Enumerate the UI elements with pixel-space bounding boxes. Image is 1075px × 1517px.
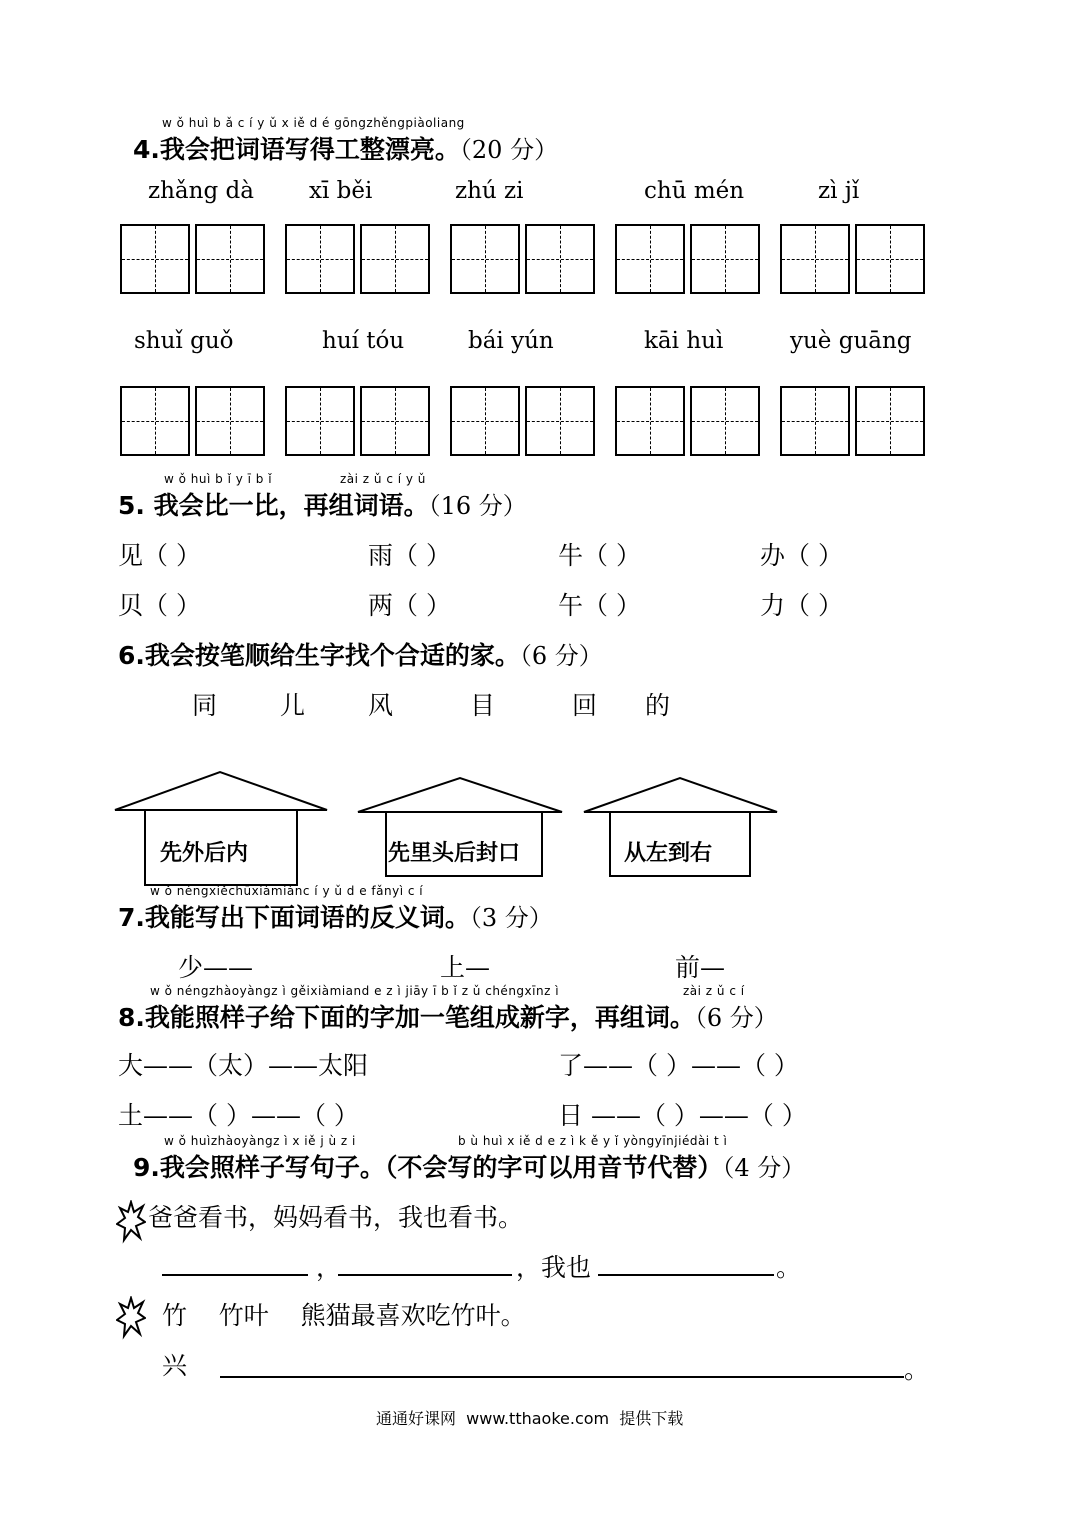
writing-grid-cell[interactable] [780,224,850,294]
q8-score: （6 分） [694,1004,778,1032]
burst-bullet-icon [116,1200,146,1244]
q9-score: （4 分） [722,1154,806,1182]
q5-row1-item-3: 牛（ ） [558,541,641,570]
q4-word-7-pinyin: huí tóu [322,328,405,354]
q8-title-text: 8.我能照样子给下面的字加一笔组成新字，再组词。 [118,1003,695,1032]
writing-grid-cell[interactable] [450,386,520,456]
writing-grid-cell[interactable] [855,386,925,456]
q9-blank-4[interactable] [220,1376,904,1378]
q9-pinyin-b: b ù huì x iě d e z ì k ě y ǐ yòngyīnjiédài t ì [458,1134,728,1148]
q5-row1-item-4: 办（ ） [760,541,843,570]
writing-grid-cell[interactable] [195,224,265,294]
q5-row2-item-3: 午（ ） [558,591,641,620]
q9-blank-2[interactable] [338,1274,512,1276]
writing-grid-cell[interactable] [360,224,430,294]
writing-grid-cell[interactable] [525,224,595,294]
house-roof-2 [358,778,562,812]
q9-blank-1[interactable] [162,1274,308,1276]
q5-row2-item-2: 两（ ） [368,591,451,620]
q6-char-6[interactable]: 的 [645,691,671,720]
q8-row2-item-2[interactable]: 日 ——（ ）——（ ） [558,1101,807,1130]
q5-row1-item-2: 雨（ ） [368,541,451,570]
house-roof-3 [584,778,777,812]
q7-title [118,898,553,934]
q4-word-5-pinyin: zì jǐ [818,178,860,204]
q9-pinyin-a: w ǒ huìzhàoyàngz ì x iě j ù z i [164,1134,356,1148]
q5-row2-item-4: 力（ ） [760,591,843,620]
q6-char-2[interactable]: 儿 [280,691,306,720]
writing-grid-cell[interactable] [615,386,685,456]
q4-word-10-pinyin: yuè guāng [790,328,912,354]
q4-word-1-pinyin: zhǎng dà [148,178,254,204]
q4-word-3-pinyin: zhú zi [455,178,524,204]
q6-char-1[interactable]: 同 [192,691,218,720]
q4-word-4-pinyin: chū mén [644,178,745,204]
writing-grid-cell[interactable] [120,224,190,294]
q7-pinyin: w ǒ néngxiěchūxiàmiànc í y ǔ d e fǎnyì c í [150,884,424,898]
q7-title-text: 7.我能写出下面词语的反义词。 [118,903,470,932]
q4-word-9-pinyin: kāi huì [644,328,724,354]
q8-row2-item-1[interactable]: 土——（ ）——（ ） [118,1101,359,1130]
writing-grid-cell[interactable] [525,386,595,456]
writing-grid-cell[interactable] [195,386,265,456]
q9-example-2-char: 兴 [162,1351,188,1380]
writing-grid-cell[interactable] [615,224,685,294]
q5-pinyin-b: zài z ǔ c í y ǔ [340,472,426,486]
q9-end-1: 。 [776,1253,802,1282]
writing-grid-cell[interactable] [360,386,430,456]
q9-title [133,1148,805,1184]
q8-pinyin-b: zài z ǔ c í [683,984,745,998]
q9-end-2: 。 [904,1355,930,1384]
q4-title-text: 4.我会把词语写得工整漂亮。 [133,135,460,164]
q9-comma-2: ，我也 [516,1253,592,1282]
q8-pinyin-a: w ǒ néngzhàoyàngz ì gěixiàmiand e z ì jiāy ī b ǐ z ǔ chéngxīnz ì [150,984,560,998]
q4-title [133,130,558,166]
writing-grid-cell[interactable] [780,386,850,456]
q5-row1-item-1: 见（ ） [118,541,201,570]
q4-pinyin: w ǒ huì b ǎ c í y ǔ x iě d é gōngzhěngpiàoliang [162,116,465,130]
q6-char-4[interactable]: 目 [470,691,496,720]
q5-score: （16 分） [428,492,527,520]
writing-grid-cell[interactable] [120,386,190,456]
q6-title-text: 6.我会按笔顺给生字找个合适的家。 [118,641,520,670]
q5-title-num: 5. [118,491,145,520]
q9-comma-1: ， [316,1253,342,1282]
writing-grid-cell[interactable] [690,386,760,456]
q7-item-1[interactable]: 少—— [178,953,254,982]
q9-example-1: 爸爸看书，妈妈看书，我也看书。 [148,1203,524,1232]
q8-title [118,998,778,1034]
q6-score: （6 分） [519,642,603,670]
footer-credit: 通通好课网 www.tthaoke.com 提供下载 [376,1409,684,1428]
house-label-3: 从左到右 [624,841,713,866]
writing-grid-cell[interactable] [285,224,355,294]
q5-row2-item-1: 贝（ ） [118,591,201,620]
q9-blank-3[interactable] [598,1274,774,1276]
house-roof-1 [115,772,327,810]
q5-title-text: 我会比一比，再组词语。 [153,491,429,520]
houses-illustration [0,760,1075,890]
house-label-1: 先外后内 [160,841,249,866]
q8-row1-example: 大——（太）——太阳 [118,1051,369,1080]
q5-pinyin-a: w ǒ huì b ǐ y ī b ǐ [164,472,273,486]
q4-word-6-pinyin: shuǐ guǒ [134,328,234,354]
q7-item-2[interactable]: 上— [440,953,491,982]
q8-row1-item[interactable]: 了——（ ）——（ ） [558,1051,799,1080]
q6-char-3[interactable]: 风 [368,691,394,720]
q9-example-2: 竹 竹叶 熊猫最喜欢吃竹叶。 [162,1301,526,1330]
writing-grid-cell[interactable] [450,224,520,294]
q7-score: （3 分） [469,904,553,932]
house-label-2: 先里头后封口 [388,841,521,866]
q6-char-5[interactable]: 回 [572,691,598,720]
q4-score: （20 分） [459,136,559,164]
q6-title [118,636,603,672]
q5-title [118,486,527,522]
writing-grid-cell[interactable] [285,386,355,456]
burst-bullet-icon [116,1296,146,1340]
q4-word-8-pinyin: bái yún [468,328,554,354]
q9-title-text: 9.我会照样子写句子。（不会写的字可以用音节代替） [133,1153,723,1182]
writing-grid-cell[interactable] [855,224,925,294]
q4-word-2-pinyin: xī běi [309,178,373,204]
q7-item-3[interactable]: 前— [675,953,726,982]
writing-grid-cell[interactable] [690,224,760,294]
